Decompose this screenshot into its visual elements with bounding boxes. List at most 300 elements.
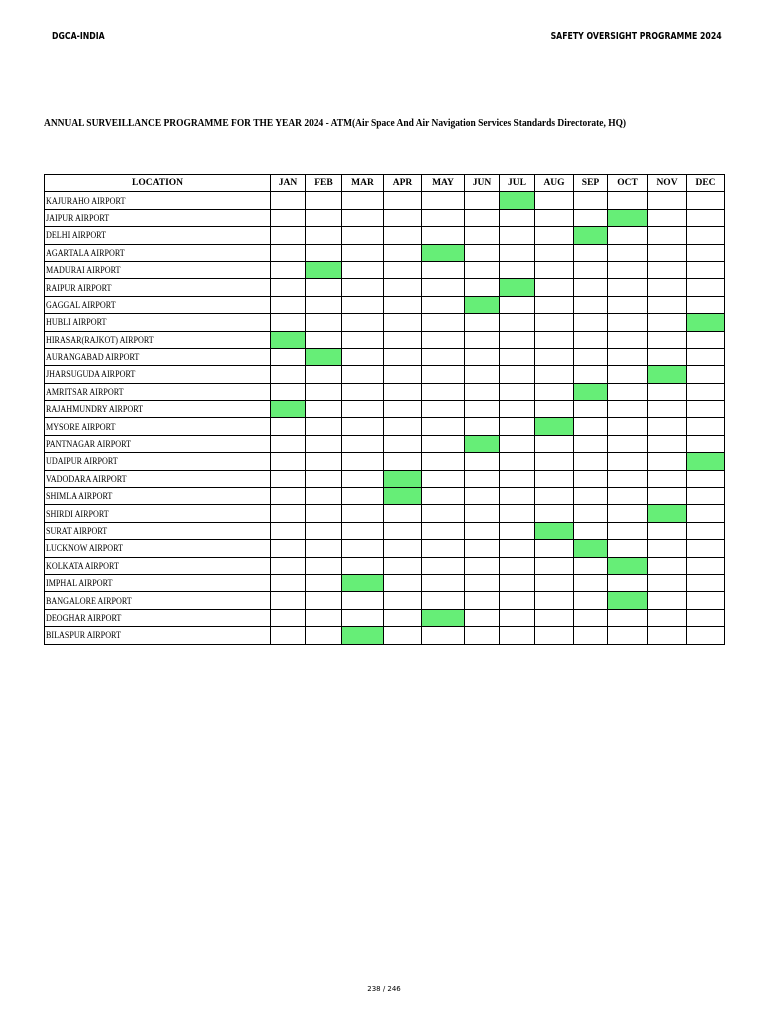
month-cell	[608, 488, 648, 505]
month-cell	[687, 227, 725, 244]
month-cell	[384, 574, 422, 591]
month-cell	[535, 366, 574, 383]
table-row	[45, 192, 725, 209]
table-row	[45, 279, 725, 296]
month-cell	[384, 453, 422, 470]
month-cell	[500, 331, 535, 348]
month-cell	[271, 540, 306, 557]
month-cell	[500, 209, 535, 226]
month-cell	[574, 574, 608, 591]
month-header-nov: NOV	[648, 175, 687, 192]
month-cell	[535, 505, 574, 522]
month-cell	[648, 314, 687, 331]
month-cell	[535, 383, 574, 400]
month-cell	[535, 348, 574, 365]
table-header-row	[45, 175, 725, 192]
month-cell	[500, 261, 535, 278]
month-cell	[342, 540, 384, 557]
location-column-header: LOCATION	[45, 175, 271, 192]
scheduled-month-cell	[342, 627, 384, 644]
month-cell	[608, 296, 648, 313]
table-row	[45, 505, 725, 522]
month-header-may: MAY	[422, 175, 465, 192]
month-cell	[648, 244, 687, 261]
month-cell	[648, 627, 687, 644]
month-cell	[535, 488, 574, 505]
month-cell	[271, 592, 306, 609]
table-row	[45, 453, 725, 470]
month-cell	[342, 557, 384, 574]
month-cell	[306, 331, 342, 348]
month-cell	[500, 348, 535, 365]
month-cell	[306, 383, 342, 400]
month-cell	[342, 261, 384, 278]
location-cell	[45, 418, 271, 435]
month-cell	[306, 192, 342, 209]
page-title: ANNUAL SURVEILLANCE PROGRAMME FOR THE YEAR 2024 - ATM(Air Space And Air Navigation Services Standards Directorate, HQ)	[44, 117, 627, 129]
month-cell	[500, 488, 535, 505]
month-cell	[465, 574, 500, 591]
month-cell	[687, 296, 725, 313]
month-cell	[687, 244, 725, 261]
location-label: RAIPUR AIRPORT	[46, 282, 112, 293]
month-header-jun: JUN	[465, 175, 500, 192]
month-cell	[687, 592, 725, 609]
month-cell	[535, 609, 574, 626]
month-cell	[574, 592, 608, 609]
month-cell	[306, 627, 342, 644]
location-label: UDAIPUR AIRPORT	[46, 456, 118, 467]
month-cell	[648, 261, 687, 278]
month-cell	[608, 227, 648, 244]
month-cell	[687, 192, 725, 209]
location-cell	[45, 209, 271, 226]
month-cell	[608, 418, 648, 435]
month-cell	[306, 401, 342, 418]
table-row	[45, 209, 725, 226]
month-cell	[422, 227, 465, 244]
month-cell	[384, 435, 422, 452]
month-cell	[342, 609, 384, 626]
month-cell	[574, 366, 608, 383]
month-cell	[271, 209, 306, 226]
location-label: PANTNAGAR AIRPORT	[46, 439, 131, 450]
month-cell	[422, 314, 465, 331]
location-cell	[45, 192, 271, 209]
month-cell	[608, 331, 648, 348]
month-cell	[271, 366, 306, 383]
location-label: KAJURAHO AIRPORT	[46, 195, 126, 206]
scheduled-month-cell	[608, 209, 648, 226]
month-cell	[535, 244, 574, 261]
scheduled-month-cell	[574, 383, 608, 400]
month-cell	[342, 488, 384, 505]
location-label: SURAT AIRPORT	[46, 526, 108, 536]
month-cell	[535, 279, 574, 296]
table-row	[45, 383, 725, 400]
month-cell	[342, 522, 384, 539]
month-cell	[271, 488, 306, 505]
month-cell	[422, 192, 465, 209]
month-cell	[422, 540, 465, 557]
scheduled-month-cell	[306, 261, 342, 278]
month-cell	[648, 401, 687, 418]
location-label: JHARSUGUDA AIRPORT	[46, 369, 136, 380]
month-cell	[574, 244, 608, 261]
month-cell	[384, 314, 422, 331]
month-cell	[608, 192, 648, 209]
month-cell	[342, 383, 384, 400]
table-row	[45, 522, 725, 539]
month-cell	[648, 348, 687, 365]
table-row	[45, 435, 725, 452]
location-label: DELHI AIRPORT	[46, 230, 107, 241]
month-cell	[687, 279, 725, 296]
month-cell	[574, 348, 608, 365]
month-cell	[271, 505, 306, 522]
month-cell	[306, 366, 342, 383]
month-cell	[687, 505, 725, 522]
location-cell	[45, 261, 271, 278]
scheduled-month-cell	[648, 366, 687, 383]
month-cell	[342, 348, 384, 365]
month-cell	[574, 296, 608, 313]
month-cell	[687, 435, 725, 452]
month-cell	[465, 348, 500, 365]
month-cell	[608, 435, 648, 452]
month-cell	[608, 366, 648, 383]
location-label: BILASPUR AIRPORT	[46, 630, 121, 641]
surveillance-table	[44, 174, 725, 645]
month-cell	[422, 261, 465, 278]
month-cell	[306, 244, 342, 261]
month-cell	[271, 244, 306, 261]
location-cell	[45, 366, 271, 383]
month-cell	[500, 627, 535, 644]
month-cell	[384, 401, 422, 418]
month-cell	[648, 209, 687, 226]
month-cell	[465, 488, 500, 505]
month-header-aug: AUG	[535, 175, 574, 192]
location-label: VADODARA AIRPORT	[46, 473, 127, 484]
month-cell	[271, 470, 306, 487]
location-label: SHIRDI AIRPORT	[46, 508, 109, 519]
month-cell	[687, 522, 725, 539]
month-header-jul: JUL	[500, 175, 535, 192]
month-cell	[500, 592, 535, 609]
month-cell	[687, 627, 725, 644]
month-cell	[271, 453, 306, 470]
month-cell	[535, 453, 574, 470]
month-cell	[422, 522, 465, 539]
month-cell	[271, 296, 306, 313]
location-cell	[45, 244, 271, 261]
month-cell	[687, 383, 725, 400]
month-cell	[574, 209, 608, 226]
month-cell	[465, 401, 500, 418]
month-cell	[384, 609, 422, 626]
month-cell	[500, 609, 535, 626]
month-cell	[500, 418, 535, 435]
month-cell	[465, 627, 500, 644]
month-cell	[535, 296, 574, 313]
month-cell	[535, 470, 574, 487]
month-cell	[500, 435, 535, 452]
month-cell	[648, 557, 687, 574]
month-cell	[687, 209, 725, 226]
month-cell	[422, 209, 465, 226]
location-label: HIRASAR(RAJKOT) AIRPORT	[46, 334, 154, 345]
month-cell	[648, 296, 687, 313]
table-row	[45, 244, 725, 261]
month-cell	[687, 331, 725, 348]
month-cell	[648, 488, 687, 505]
month-cell	[271, 418, 306, 435]
month-cell	[687, 540, 725, 557]
table-body	[45, 192, 725, 644]
location-cell	[45, 453, 271, 470]
month-cell	[465, 418, 500, 435]
month-cell	[422, 627, 465, 644]
header-org: DGCA-INDIA	[52, 31, 105, 42]
month-cell	[384, 348, 422, 365]
month-cell	[342, 366, 384, 383]
month-cell	[687, 401, 725, 418]
month-cell	[306, 574, 342, 591]
location-cell	[45, 348, 271, 365]
scheduled-month-cell	[500, 279, 535, 296]
scheduled-month-cell	[574, 540, 608, 557]
month-cell	[500, 540, 535, 557]
month-cell	[608, 279, 648, 296]
location-cell	[45, 592, 271, 609]
month-cell	[608, 244, 648, 261]
month-cell	[306, 470, 342, 487]
location-label: DEOGHAR AIRPORT	[46, 612, 122, 623]
location-cell	[45, 627, 271, 644]
month-cell	[422, 331, 465, 348]
table-row	[45, 366, 725, 383]
month-cell	[500, 470, 535, 487]
month-cell	[574, 192, 608, 209]
month-cell	[384, 192, 422, 209]
month-cell	[500, 296, 535, 313]
month-cell	[271, 627, 306, 644]
month-cell	[422, 470, 465, 487]
month-cell	[608, 522, 648, 539]
table-row	[45, 557, 725, 574]
month-cell	[687, 609, 725, 626]
month-cell	[535, 331, 574, 348]
month-cell	[271, 279, 306, 296]
month-cell	[384, 244, 422, 261]
month-cell	[342, 314, 384, 331]
header-programme: SAFETY OVERSIGHT PROGRAMME 2024	[550, 31, 722, 42]
month-cell	[306, 227, 342, 244]
month-cell	[342, 331, 384, 348]
month-cell	[342, 279, 384, 296]
month-cell	[535, 209, 574, 226]
scheduled-month-cell	[465, 435, 500, 452]
scheduled-month-cell	[271, 331, 306, 348]
table-row	[45, 627, 725, 644]
month-cell	[465, 261, 500, 278]
month-cell	[608, 314, 648, 331]
location-label: JAIPUR AIRPORT	[46, 212, 110, 223]
month-cell	[608, 574, 648, 591]
month-cell	[465, 227, 500, 244]
month-header-oct: OCT	[608, 175, 648, 192]
month-cell	[535, 192, 574, 209]
month-cell	[687, 348, 725, 365]
location-cell	[45, 470, 271, 487]
month-cell	[574, 609, 608, 626]
month-cell	[465, 540, 500, 557]
month-cell	[271, 609, 306, 626]
month-cell	[535, 227, 574, 244]
location-label: AURANGABAD AIRPORT	[46, 352, 140, 363]
month-cell	[465, 366, 500, 383]
month-cell	[687, 488, 725, 505]
location-label: GAGGAL AIRPORT	[46, 299, 116, 310]
month-cell	[384, 418, 422, 435]
month-cell	[342, 401, 384, 418]
scheduled-month-cell	[687, 453, 725, 470]
month-cell	[608, 609, 648, 626]
location-cell	[45, 227, 271, 244]
table-row	[45, 418, 725, 435]
month-cell	[574, 279, 608, 296]
location-label: MADURAI AIRPORT	[46, 265, 121, 276]
month-cell	[574, 435, 608, 452]
month-cell	[384, 227, 422, 244]
month-cell	[648, 227, 687, 244]
month-cell	[574, 261, 608, 278]
month-cell	[465, 314, 500, 331]
month-cell	[500, 453, 535, 470]
month-cell	[306, 557, 342, 574]
scheduled-month-cell	[648, 505, 687, 522]
scheduled-month-cell	[422, 244, 465, 261]
table-row	[45, 540, 725, 557]
month-cell	[342, 192, 384, 209]
scheduled-month-cell	[608, 592, 648, 609]
month-cell	[500, 557, 535, 574]
month-cell	[342, 470, 384, 487]
month-cell	[648, 540, 687, 557]
month-cell	[687, 470, 725, 487]
month-cell	[648, 192, 687, 209]
month-cell	[687, 574, 725, 591]
location-cell	[45, 401, 271, 418]
month-cell	[271, 383, 306, 400]
month-cell	[306, 453, 342, 470]
month-cell	[500, 314, 535, 331]
month-cell	[384, 331, 422, 348]
month-cell	[306, 314, 342, 331]
month-cell	[574, 627, 608, 644]
month-cell	[271, 314, 306, 331]
table-row	[45, 401, 725, 418]
month-cell	[465, 209, 500, 226]
month-cell	[306, 540, 342, 557]
month-cell	[342, 435, 384, 452]
location-cell	[45, 540, 271, 557]
month-cell	[342, 244, 384, 261]
month-header-feb: FEB	[306, 175, 342, 192]
month-cell	[422, 488, 465, 505]
month-cell	[574, 331, 608, 348]
month-cell	[608, 540, 648, 557]
month-cell	[500, 574, 535, 591]
month-cell	[687, 557, 725, 574]
month-cell	[422, 574, 465, 591]
month-cell	[342, 505, 384, 522]
month-cell	[422, 401, 465, 418]
month-cell	[535, 627, 574, 644]
month-cell	[342, 209, 384, 226]
month-cell	[271, 522, 306, 539]
month-cell	[574, 453, 608, 470]
month-cell	[648, 435, 687, 452]
month-cell	[384, 279, 422, 296]
month-cell	[465, 453, 500, 470]
month-header-apr: APR	[384, 175, 422, 192]
month-cell	[465, 505, 500, 522]
month-cell	[271, 348, 306, 365]
month-cell	[306, 435, 342, 452]
location-cell	[45, 557, 271, 574]
month-cell	[422, 592, 465, 609]
month-cell	[608, 383, 648, 400]
month-cell	[422, 348, 465, 365]
table-row	[45, 488, 725, 505]
location-cell	[45, 279, 271, 296]
month-cell	[465, 383, 500, 400]
month-cell	[384, 627, 422, 644]
scheduled-month-cell	[500, 192, 535, 209]
month-cell	[422, 505, 465, 522]
table-row	[45, 227, 725, 244]
location-label: AGARTALA AIRPORT	[46, 247, 125, 258]
scheduled-month-cell	[384, 470, 422, 487]
month-cell	[465, 279, 500, 296]
month-cell	[271, 557, 306, 574]
month-header-sep: SEP	[574, 175, 608, 192]
month-cell	[342, 453, 384, 470]
month-cell	[608, 453, 648, 470]
month-cell	[465, 592, 500, 609]
scheduled-month-cell	[422, 609, 465, 626]
month-cell	[271, 574, 306, 591]
month-cell	[342, 296, 384, 313]
location-cell	[45, 296, 271, 313]
month-cell	[535, 592, 574, 609]
month-cell	[384, 296, 422, 313]
location-label: KOLKATA AIRPORT	[46, 560, 119, 571]
month-cell	[465, 331, 500, 348]
month-cell	[465, 609, 500, 626]
month-cell	[271, 435, 306, 452]
month-cell	[535, 435, 574, 452]
month-cell	[574, 401, 608, 418]
month-cell	[648, 592, 687, 609]
location-label: MYSORE AIRPORT	[46, 421, 116, 432]
month-cell	[384, 261, 422, 278]
scheduled-month-cell	[687, 314, 725, 331]
month-header-mar: MAR	[342, 175, 384, 192]
month-cell	[271, 261, 306, 278]
